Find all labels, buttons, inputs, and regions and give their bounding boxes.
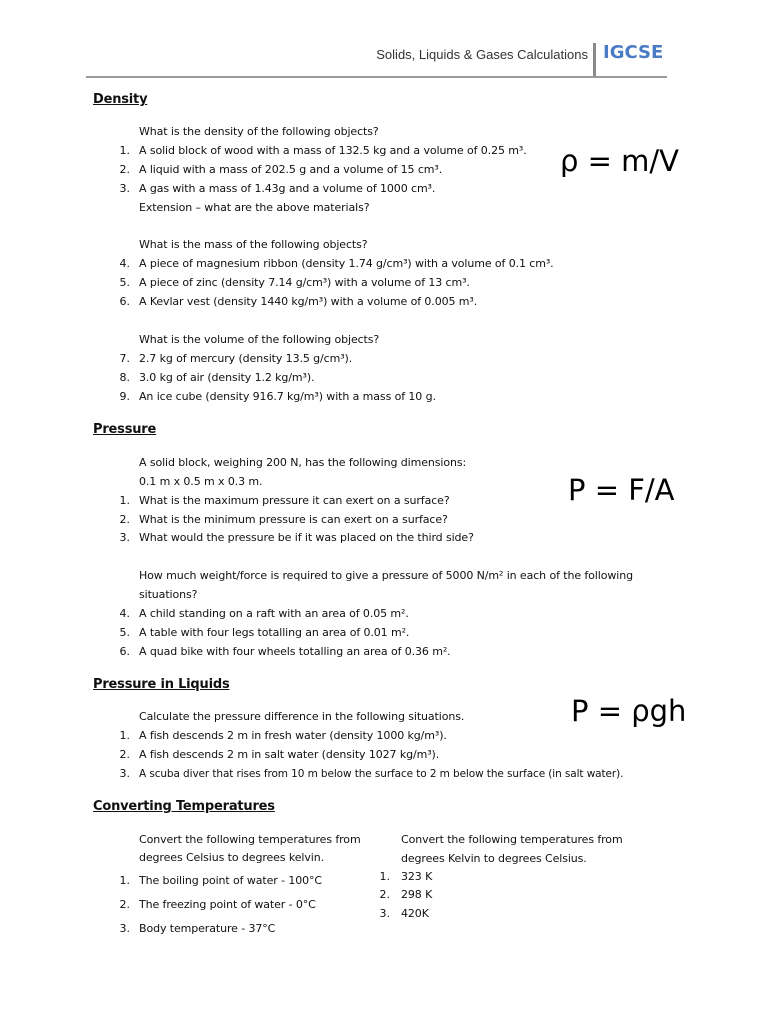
density-intro-2: What is the mass of the following objects? <box>139 238 368 251</box>
pressure-formula: P = F/A <box>568 473 675 507</box>
question-number: 4. <box>119 257 130 270</box>
pressure-question-6: A quad bike with four wheels totalling an area of 0.36 m². <box>139 645 451 658</box>
question-number: 5. <box>119 276 130 289</box>
section-heading-pressure-in-liquids: Pressure in Liquids <box>93 677 230 692</box>
temps-right-intro-a: Convert the following temperatures from <box>401 833 623 846</box>
density-question-1: A solid block of wood with a mass of 132.5 kg and a volume of 0.25 m³. <box>139 144 527 157</box>
question-number: 6. <box>119 295 130 308</box>
liquids-question-1: A fish descends 2 m in fresh water (density 1000 kg/m³). <box>139 729 447 742</box>
density-intro-1: What is the density of the following objects? <box>139 125 379 138</box>
question-number: 2. <box>119 748 130 761</box>
temps-right-intro-b: degrees Kelvin to degrees Celsius. <box>401 852 587 865</box>
question-number: 3. <box>379 907 390 920</box>
question-number: 1. <box>119 729 130 742</box>
density-question-9: An ice cube (density 916.7 kg/m³) with a mass of 10 g. <box>139 390 436 403</box>
brand-label: IGCSE <box>603 42 664 63</box>
question-number: 4. <box>119 607 130 620</box>
pressure-intro-1b: 0.1 m x 0.5 m x 0.3 m. <box>139 475 263 488</box>
pressure-intro-1a: A solid block, weighing 200 N, has the following dimensions: <box>139 456 467 469</box>
density-question-7: 2.7 kg of mercury (density 13.5 g/cm³). <box>139 352 353 365</box>
section-heading-converting-temperatures: Converting Temperatures <box>93 799 275 814</box>
temps-left-question-1: The boiling point of water - 100°C <box>139 874 323 887</box>
density-question-4: A piece of magnesium ribbon (density 1.74 g/cm³) with a volume of 0.1 cm³. <box>139 257 554 270</box>
density-question-2: A liquid with a mass of 202.5 g and a volume of 15 cm³. <box>139 163 443 176</box>
question-number: 1. <box>119 494 130 507</box>
question-number: 3. <box>119 922 130 935</box>
density-question-3: A gas with a mass of 1.43g and a volume of 1000 cm³. <box>139 182 436 195</box>
density-extension: Extension – what are the above materials? <box>139 201 370 214</box>
question-number: 2. <box>119 163 130 176</box>
question-number: 2. <box>119 513 130 526</box>
density-intro-3: What is the volume of the following objects? <box>139 333 380 346</box>
question-number: 1. <box>119 144 130 157</box>
section-heading-density: Density <box>93 92 148 107</box>
question-number: 3. <box>119 182 130 195</box>
temps-right-question-2: 298 K <box>401 888 433 901</box>
document-title: Solids, Liquids & Gases Calculations <box>376 47 588 62</box>
question-number: 3. <box>119 767 130 780</box>
liquids-intro: Calculate the pressure difference in the following situations. <box>139 710 465 723</box>
question-number: 6. <box>119 645 130 658</box>
temps-right-question-3: 420K <box>401 907 429 920</box>
liquids-question-3: A scuba diver that rises from 10 m below the surface to 2 m below the surface (in salt water). <box>139 768 624 780</box>
question-number: 2. <box>379 888 390 901</box>
density-question-8: 3.0 kg of air (density 1.2 kg/m³). <box>139 371 315 384</box>
question-number: 9. <box>119 390 130 403</box>
question-number: 3. <box>119 531 130 544</box>
pressure-intro-2b: situations? <box>139 588 198 601</box>
pressure-question-5: A table with four legs totalling an area of 0.01 m². <box>139 626 410 639</box>
question-number: 1. <box>379 870 390 883</box>
question-number: 2. <box>119 898 130 911</box>
pressure-question-1: What is the maximum pressure it can exert on a surface? <box>139 494 450 507</box>
question-number: 8. <box>119 371 130 384</box>
temps-left-intro-b: degrees Celsius to degrees kelvin. <box>139 851 325 864</box>
temps-left-question-3: Body temperature - 37°C <box>139 922 276 935</box>
pressure-question-4: A child standing on a raft with an area of 0.05 m². <box>139 607 409 620</box>
temps-left-question-2: The freezing point of water - 0°C <box>139 898 316 911</box>
density-question-6: A Kevlar vest (density 1440 kg/m³) with a volume of 0.005 m³. <box>139 295 478 308</box>
question-number: 7. <box>119 352 130 365</box>
density-question-5: A piece of zinc (density 7.14 g/cm³) with a volume of 13 cm³. <box>139 276 470 289</box>
question-number: 5. <box>119 626 130 639</box>
density-formula: ρ = m/V <box>560 144 680 178</box>
liquid-pressure-formula: P = ρgh <box>571 694 687 728</box>
liquids-question-2: A fish descends 2 m in salt water (density 1027 kg/m³). <box>139 748 440 761</box>
temps-right-question-1: 323 K <box>401 870 433 883</box>
question-number: 1. <box>119 874 130 887</box>
header-divider <box>593 43 596 76</box>
pressure-question-3: What would the pressure be if it was placed on the third side? <box>139 531 474 544</box>
temps-left-intro-a: Convert the following temperatures from <box>139 833 361 846</box>
pressure-question-2: What is the minimum pressure is can exert on a surface? <box>139 513 448 526</box>
pressure-intro-2a: How much weight/force is required to give a pressure of 5000 N/m² in each of the following <box>139 569 633 582</box>
header-rule <box>86 76 667 78</box>
section-heading-pressure: Pressure <box>93 422 157 437</box>
